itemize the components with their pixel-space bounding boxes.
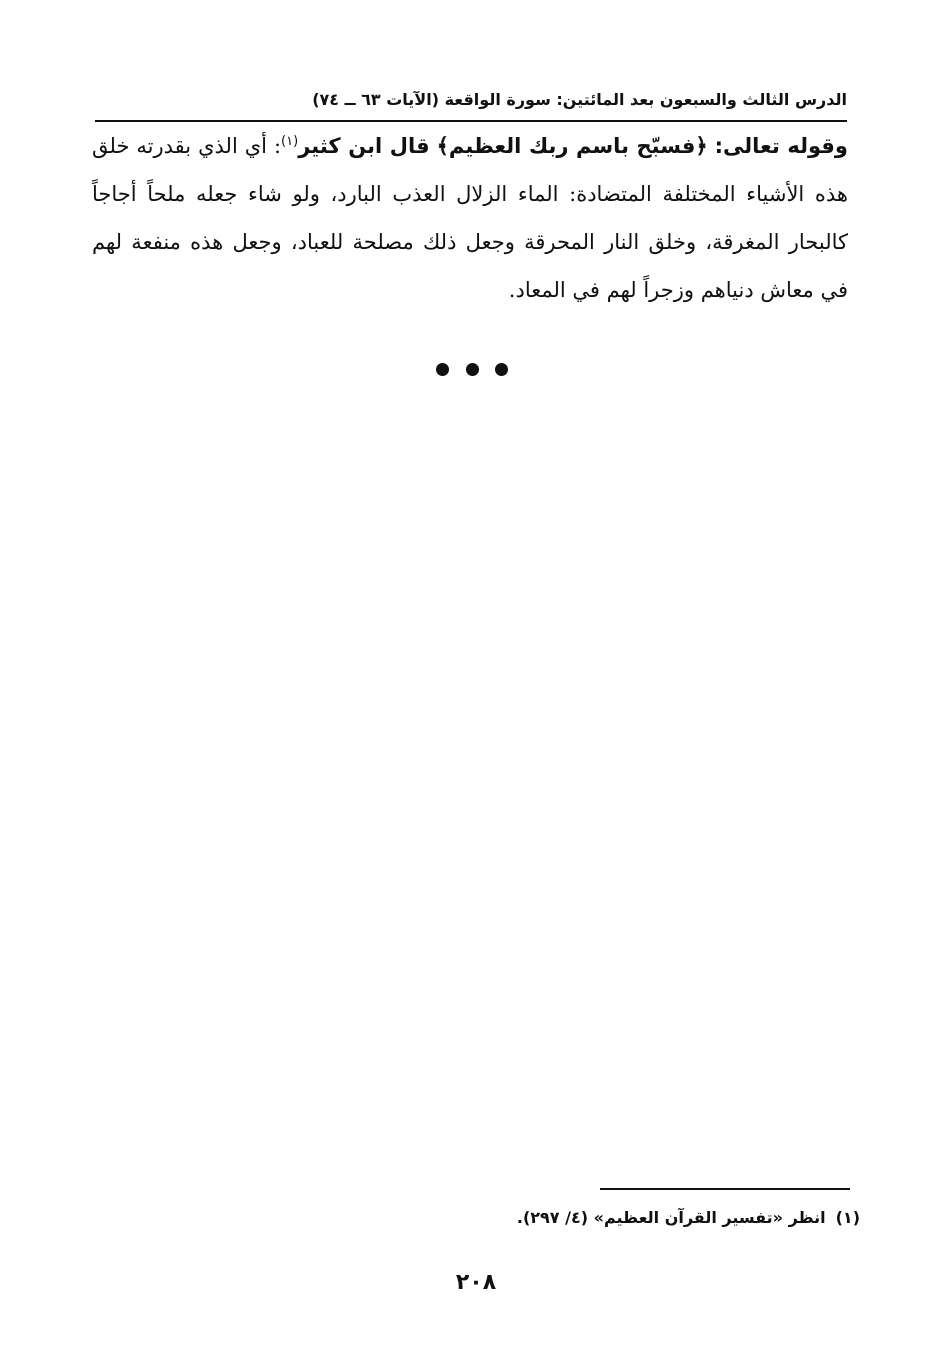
footnote-number: (١) [835, 1208, 860, 1227]
section-separator [436, 362, 508, 376]
body-paragraph [92, 122, 848, 314]
footnote-text: انظر «تفسير القرآن العظيم» (٤/ ٢٩٧). [516, 1208, 826, 1227]
footnote-rule [600, 1188, 850, 1190]
attribution: قال ابن كثير [298, 134, 430, 158]
body-text: : أي الذي بقدرته خلق هذه الأشياء المختلفة المتضادة: الماء الزلال العذب البارد، ولو شاء جعله ملحاً أجاجاً كالبحار المغرقة، وخلق النار المحرقة وجعل ذلك مصلحة للعباد، وجعل هذه منفعة لهم في معاش دنياهم وزجراً لهم في المعاد. [92, 134, 848, 302]
running-header: الدرس الثالث والسبعون بعد المائتين: سورة الواقعة (الآيات ٦٣ ــ ٧٤) [312, 90, 847, 109]
separator-dot [495, 363, 508, 376]
separator-dot [466, 363, 479, 376]
quran-verse: ﴿فسبّح باسم ربك العظيم﴾ [436, 134, 708, 158]
footnote [400, 1204, 860, 1232]
page-number: ٢٠٨ [455, 1270, 497, 1295]
separator-dot [436, 363, 449, 376]
footnote-reference[interactable]: (١) [281, 134, 299, 149]
intro-phrase: وقوله تعالى: [714, 134, 848, 158]
